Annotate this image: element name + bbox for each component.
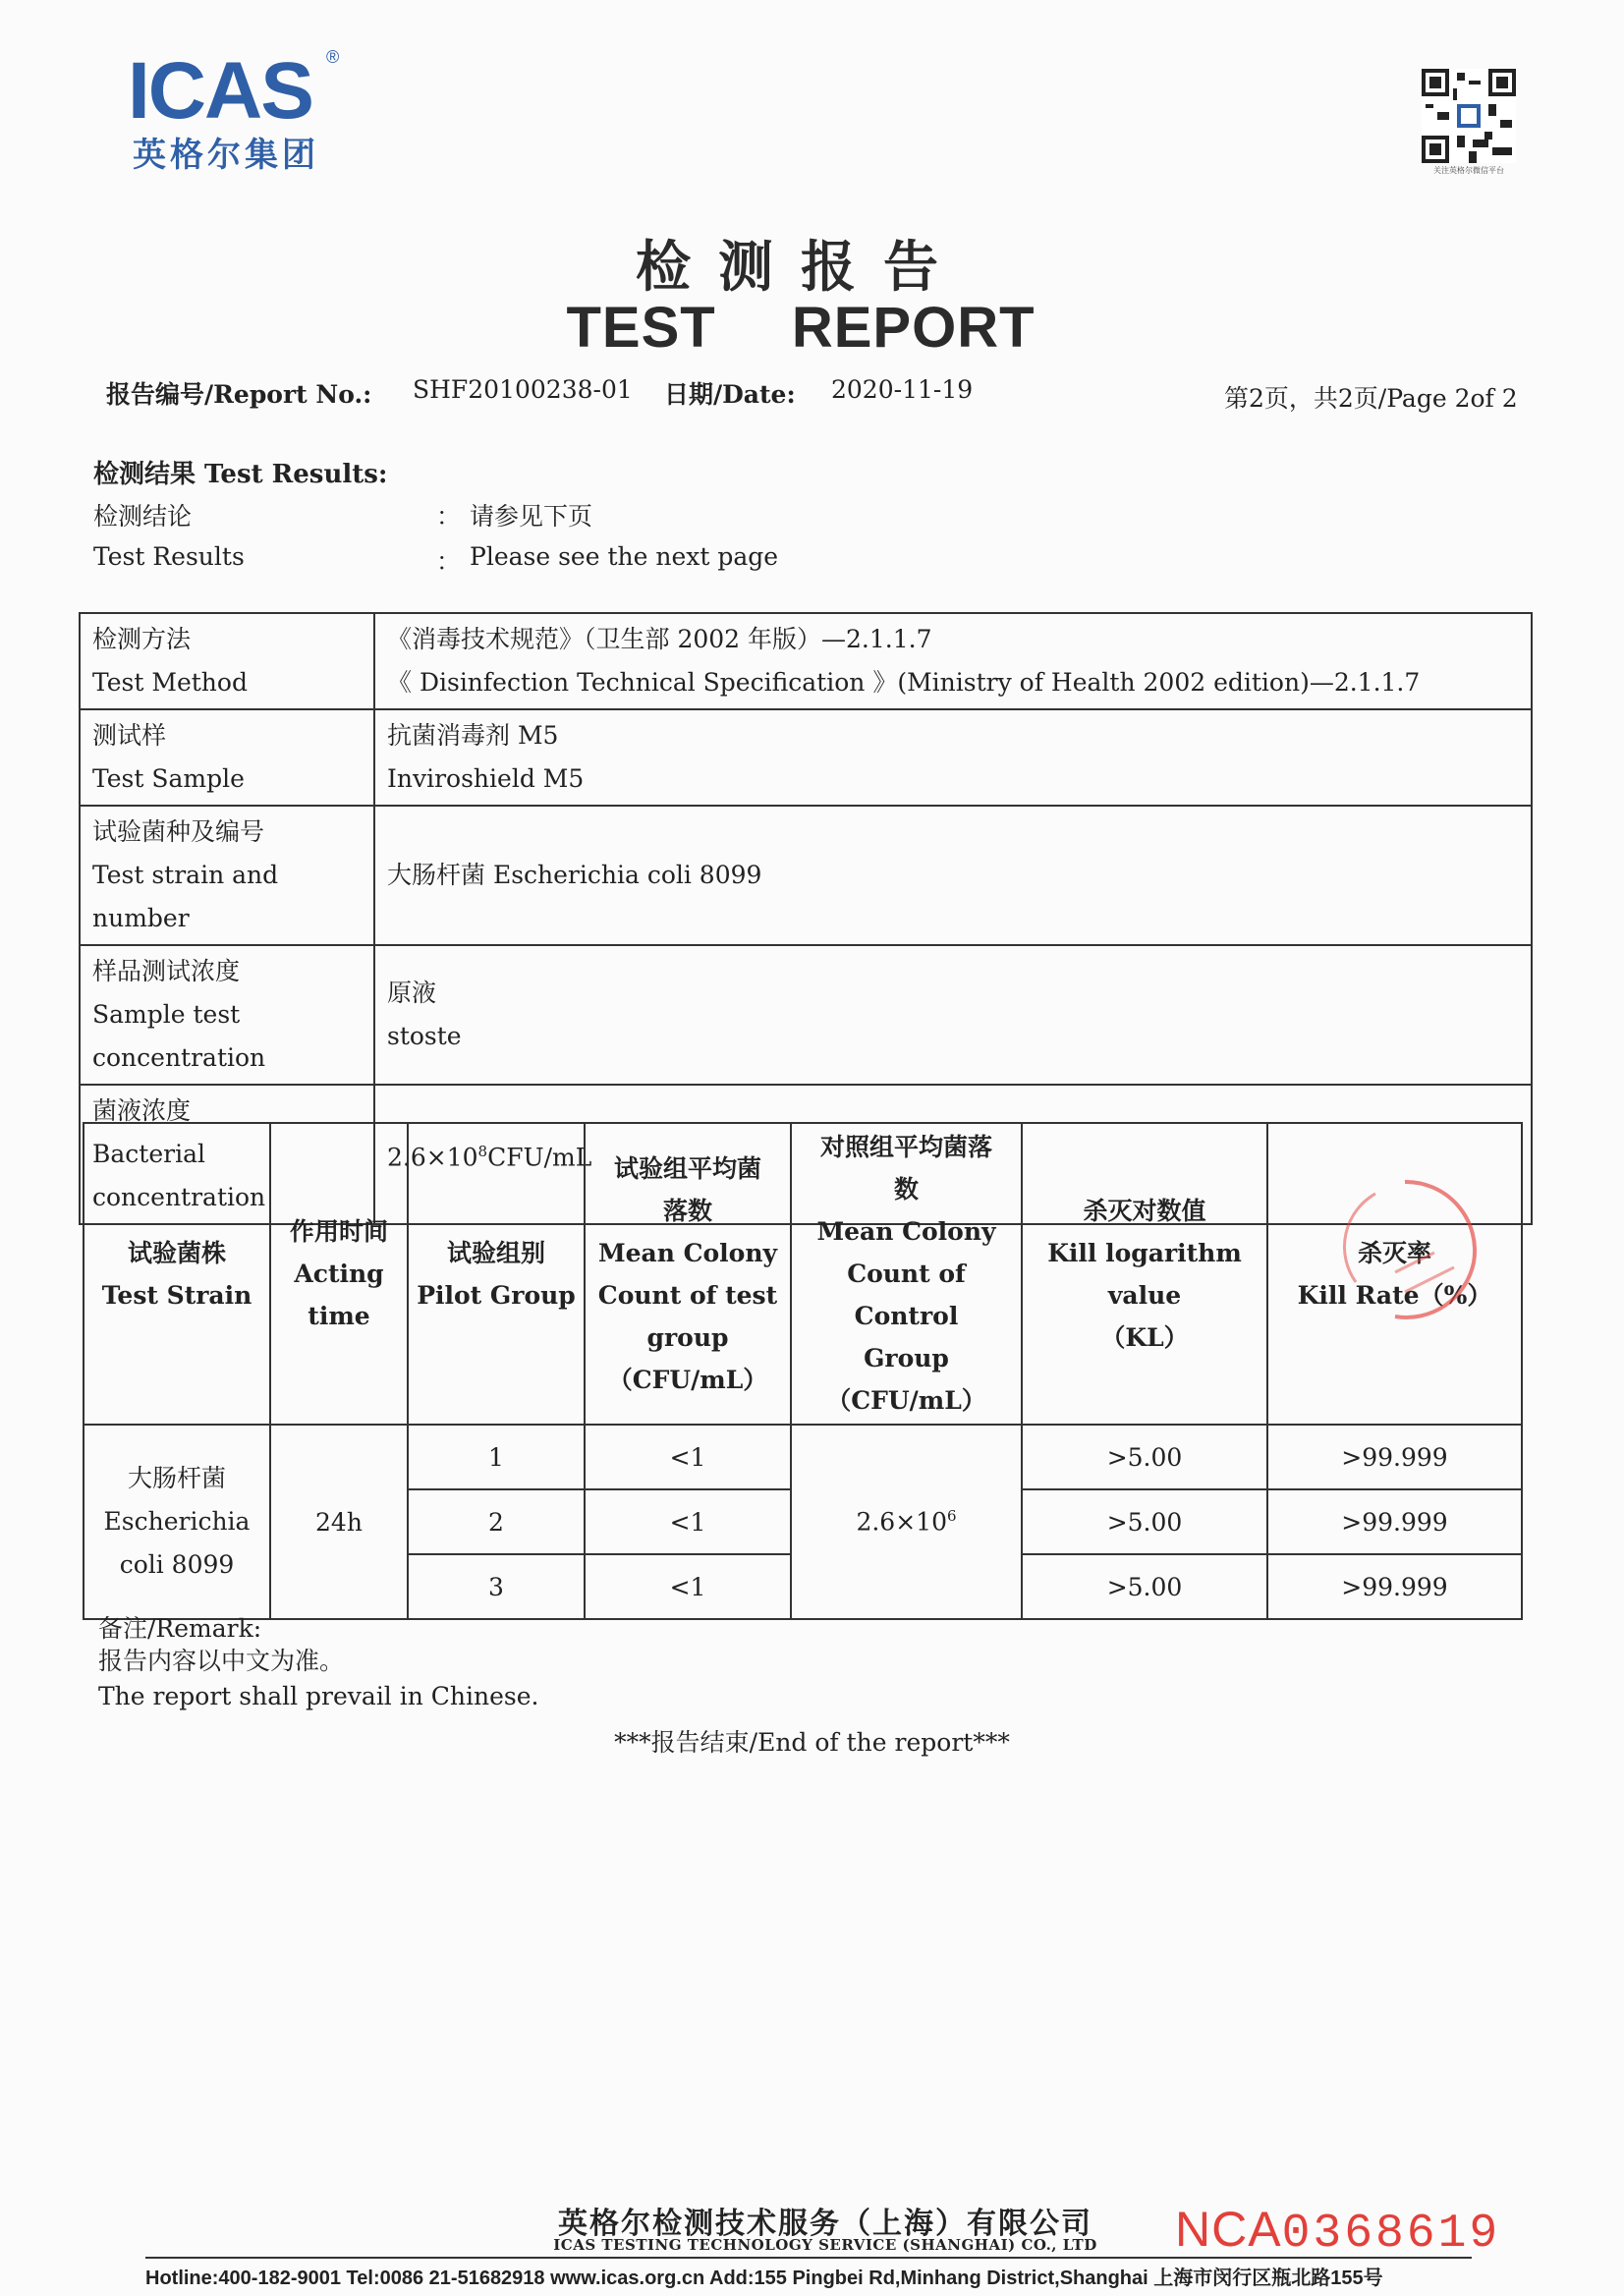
header-strain-cn: 试验菌株 — [127, 1238, 226, 1267]
header-test-unit: （CFU/mL） — [607, 1365, 768, 1394]
bacterial-value-base: 2.6×10 — [387, 1143, 478, 1172]
header-time — [270, 1123, 408, 1425]
header-control-cn-2: 数 — [893, 1175, 919, 1204]
colon: ： — [436, 502, 462, 531]
header-group-cn: 试验组别 — [446, 1238, 545, 1267]
header-rate-cn: 杀灭率 — [1357, 1238, 1431, 1267]
remark-en: The report shall prevail in Chinese. — [98, 1682, 539, 1710]
group-cell: 2 — [408, 1489, 585, 1554]
strain-label-cn: 试验菌种及编号 — [92, 817, 265, 846]
header-kl-cn: 杀灭对数值 — [1083, 1196, 1206, 1225]
header-control-en-2: Count of Control — [847, 1260, 966, 1330]
header-test-en-3: group — [646, 1322, 729, 1352]
bacterial-label-en: Bacterial concentration — [92, 1140, 266, 1211]
method-label-en: Test Method — [92, 668, 248, 697]
title-chinese: 检测报告 — [636, 236, 966, 300]
header-control-en-1: Mean Colony — [816, 1217, 996, 1246]
kill-rate-cell: >99.999 — [1267, 1554, 1522, 1619]
header-rate-en: Kill Rate（%） — [1297, 1280, 1492, 1310]
nca-serial — [1175, 2201, 1500, 2261]
sample-value-en: Inviroshield M5 — [387, 764, 585, 793]
end-of-report: ***报告结束/End of the report*** — [614, 1728, 1010, 1757]
nca-prefix: NCA — [1175, 2202, 1282, 2257]
control-exponent: 6 — [946, 1507, 957, 1526]
header-test-en-2: Count of test — [597, 1280, 778, 1310]
date-value: 2020-11-19 — [831, 375, 974, 404]
sample-value-cn: 抗菌消毒剂 M5 — [387, 721, 559, 750]
registered-mark: ® — [326, 47, 340, 67]
bacterial-label-cn: 菌液浓度 — [92, 1096, 192, 1125]
conclusion-value-cn: 请参见下页 — [470, 502, 593, 531]
header-control-cn-1: 对照组平均菌落 — [819, 1133, 992, 1161]
header-strain — [84, 1123, 270, 1425]
header-group-en: Pilot Group — [417, 1280, 576, 1310]
header-kl-en-1: Kill logarithm — [1047, 1238, 1242, 1267]
header-kl-en-2: value — [1107, 1280, 1182, 1310]
test-count-cell: <1 — [585, 1554, 791, 1619]
header-test-cn-2: 落数 — [662, 1196, 712, 1225]
conclusion-label-en: Test Results — [93, 542, 245, 571]
kill-rate-table — [83, 1122, 1523, 1620]
header-control-count — [791, 1123, 1022, 1425]
table-header-row — [84, 1123, 1522, 1425]
table-row — [80, 806, 1532, 945]
strain-label-en: Test strain and number — [92, 861, 279, 932]
group-cell: 3 — [408, 1554, 585, 1619]
header-group — [408, 1123, 585, 1425]
header-time-cn: 作用时间 — [289, 1217, 388, 1246]
header-kl-en-3: （KL） — [1100, 1322, 1189, 1352]
date-label: 日期/Date: — [664, 380, 796, 409]
concentration-label-en-2: concentration — [92, 1043, 266, 1072]
strain-cn: 大肠杆菌 — [127, 1464, 226, 1492]
header-control-unit: （CFU/mL） — [826, 1386, 986, 1415]
nca-number: 0368619 — [1281, 2208, 1501, 2261]
header-test-en-1: Mean Colony — [597, 1238, 778, 1267]
method-value-cn: 《消毒技术规范》（卫生部 2002 年版）—2.1.1.7 — [387, 625, 932, 653]
kill-log-cell: >5.00 — [1022, 1489, 1267, 1554]
table-row — [80, 613, 1532, 709]
time-cell: 24h — [270, 1425, 408, 1619]
method-value — [374, 613, 1532, 709]
qr-code-icon — [1422, 69, 1516, 163]
concentration-label-en-1: Sample test — [92, 1000, 241, 1029]
kill-rate-cell: >99.999 — [1267, 1489, 1522, 1554]
header-time-en-2: time — [308, 1302, 370, 1330]
concentration-value-cn: 原液 — [387, 979, 437, 1007]
sample-label-en: Test Sample — [92, 764, 245, 793]
strain-value: 大肠杆菌 Escherichia coli 8099 — [374, 806, 1532, 945]
method-label — [80, 613, 374, 709]
qr-caption: 关注英格尔微信平台 — [1433, 166, 1504, 175]
control-count-cell — [791, 1425, 1022, 1619]
kill-log-cell: >5.00 — [1022, 1425, 1267, 1489]
strain-en-2: coli 8099 — [119, 1550, 235, 1579]
sample-label-cn: 测试样 — [92, 721, 167, 750]
remark-cn: 报告内容以中文为准。 — [98, 1647, 345, 1675]
report-no-label: 报告编号/Report No.: — [106, 380, 372, 409]
remark-label: 备注/Remark: — [98, 1614, 262, 1643]
header-kill-log — [1022, 1123, 1267, 1425]
group-cell: 1 — [408, 1425, 585, 1489]
header-strain-en: Test Strain — [101, 1280, 252, 1310]
bacterial-value-unit: CFU/mL — [487, 1143, 592, 1172]
header-test-cn-1: 试验组平均菌 — [613, 1153, 761, 1183]
sample-label — [80, 709, 374, 806]
footer-company-cn: 英格尔检测技术服务（上海）有限公司 — [558, 2207, 1092, 2241]
table-row — [84, 1425, 1522, 1489]
test-count-cell: <1 — [585, 1425, 791, 1489]
bacterial-value-exponent: 8 — [477, 1142, 488, 1160]
conclusion-label-cn: 检测结论 — [93, 502, 193, 531]
kill-rate-cell: >99.999 — [1267, 1425, 1522, 1489]
report-no-value: SHF20100238-01 — [413, 375, 633, 404]
footer-contact: Hotline:400-182-9001 Tel:0086 21-51682918 www.icas.org.cn Add:155 Pingbei Rd,Minhang District,Shanghai 上海市闵行区瓶北路155号 — [145, 2268, 1383, 2289]
company-seal-icon — [1336, 1174, 1493, 1321]
page-number: 第2页，共2页/Page 2of 2 — [1224, 384, 1518, 413]
company-logo-subtitle: 英格尔集团 — [133, 136, 319, 175]
colon: ： — [436, 547, 462, 576]
header-time-en-1: Acting — [294, 1260, 384, 1288]
concentration-value — [374, 945, 1532, 1085]
header-control-en-3: Group — [864, 1344, 949, 1372]
table-row — [80, 709, 1532, 806]
strain-en-1: Escherichia — [103, 1507, 251, 1536]
method-value-en: 《 Disinfection Technical Specification 》(Ministry of Health 2002 edition)—2.1.1.7 — [387, 668, 1421, 697]
company-logo: ICAS — [128, 46, 312, 136]
test-count-cell: <1 — [585, 1489, 791, 1554]
control-base: 2.6×10 — [856, 1507, 947, 1537]
sample-value — [374, 709, 1532, 806]
results-heading: 检测结果 Test Results: — [93, 460, 388, 489]
header-test-count — [585, 1123, 791, 1425]
concentration-label-cn: 样品测试浓度 — [92, 957, 241, 985]
kill-log-cell: >5.00 — [1022, 1554, 1267, 1619]
strain-label — [80, 806, 374, 945]
footer-company-en: ICAS TESTING TECHNOLOGY SERVICE (SHANGHAI) CO., LTD — [553, 2236, 1097, 2254]
table-row — [80, 945, 1532, 1085]
conclusion-value-en: Please see the next page — [470, 542, 779, 571]
strain-cell — [84, 1425, 270, 1619]
concentration-label — [80, 945, 374, 1085]
concentration-value-en: stoste — [387, 1022, 462, 1050]
method-label-cn: 检测方法 — [92, 625, 192, 653]
title-english: TEST REPORT — [566, 296, 1036, 360]
